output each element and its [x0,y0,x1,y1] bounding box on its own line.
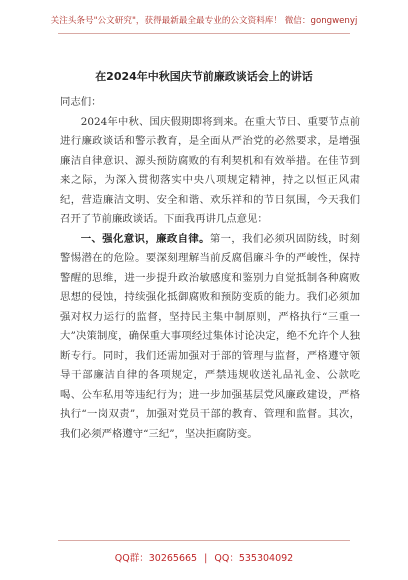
footer-qq: QQ：535304092 [214,553,294,564]
footer-divider-bar: | [204,553,208,564]
section-1-body: 第一，我们必须巩固防线，时刻警惕潜在的危险。要深刻理解当前反腐倡廉斗争的严峻性，保持警醒的思维，进一步提升政治敏感度和鉴别力自觉抵制各种腐败思想的侵蚀，持续强化抵御腐败和预防变质的能力。我们必须加强对权力运行的监督，坚持民主集中制原则，严格执行“三重一大”决策制度，确保重大事项经过集体讨论决定，绝不允许个人独断专行。同时，我们还需加强对于部的管理与监督，严格遵守领导干部廉洁自律的各项规定，严禁违规收送礼品礼金、公款吃喝、公车私用等违纪行为；进一步加强基层党风廉政建设，严格执行“一岗双责”，加强对党员干部的教育、管理和监督。其次，我们必须严格遵守“三纪”，坚决拒腐防变。 [60,232,360,440]
section-1-heading: 一、强化意识，廉政自律。 [80,232,210,245]
intro-paragraph: 2024年中秋、国庆假期即将到来。在重大节日、重要节点前进行廉政谈话和警示教育，是全面从严治党的必然要求，是增强廉洁自律意识、源头预防腐败的有利契机和有效举措。在佳节到来之际，为深入贯彻落实中央八项规定精神，持之以恒正风肃纪，营造廉洁文明、安全和谐、欢乐祥和的节日氛围，今天我们召开了节前廉政谈话。下面我再讲几点意见： [60,115,360,225]
section-1-paragraph [60,230,360,445]
footer-contacts [0,550,408,564]
document-title: 在2024年中秋国庆节前廉政谈话会上的讲话 [95,70,313,83]
greeting: 同志们： [60,96,102,108]
footer-divider [58,540,350,541]
header-banner: 关注头条号"公文研究"，获得最新最全最专业的公文资料库！ 微信：gongwenyj [50,16,358,26]
header-divider [58,33,350,34]
footer-qq-group: QQ群：30265665 [114,553,198,564]
document-body [60,93,360,444]
